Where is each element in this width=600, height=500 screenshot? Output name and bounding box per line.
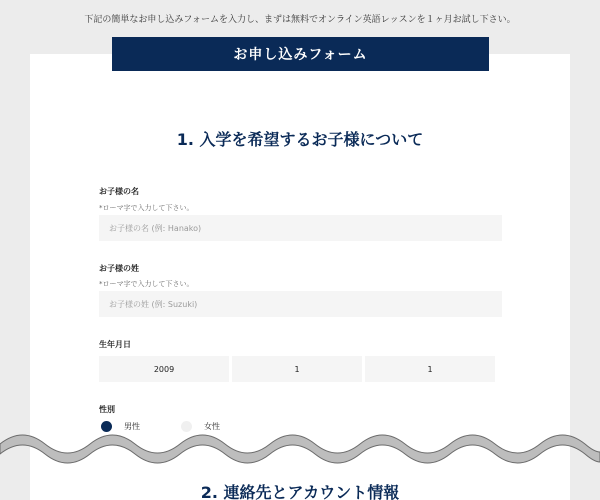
birth-month-value: 1	[294, 364, 300, 374]
birthdate-label: 生年月日	[99, 340, 131, 349]
birth-month-select[interactable]	[232, 356, 362, 382]
first-name-input[interactable]	[99, 215, 502, 241]
first-name-hint: *ローマ字で入力して下さい。	[99, 204, 194, 212]
section-1-title: 1. 入学を希望するお子様について	[176, 130, 424, 149]
form-title-banner: お申し込みフォーム	[112, 37, 489, 71]
first-name-label: お子様の名	[99, 187, 139, 196]
birth-year-select[interactable]	[99, 356, 229, 382]
gender-female-label: 女性	[204, 422, 220, 431]
page-break-wave	[0, 430, 600, 480]
birth-day-select[interactable]	[365, 356, 495, 382]
last-name-hint: *ローマ字で入力して下さい。	[99, 280, 194, 288]
gender-male-label: 男性	[124, 422, 140, 431]
last-name-label: お子様の姓	[99, 264, 139, 273]
birth-day-value: 1	[427, 364, 433, 374]
last-name-input[interactable]	[99, 291, 502, 317]
birth-year-value: 2009	[153, 364, 175, 374]
gender-label: 性別	[99, 405, 115, 414]
section-2-title: 2. 連絡先とアカウント情報	[200, 483, 400, 500]
intro-text: 下記の簡単なお申し込みフォームを入力し、まずは無料でオンライン英語レッスンを１ヶ月お試し下さい。	[84, 15, 516, 25]
wave-band	[0, 435, 600, 463]
